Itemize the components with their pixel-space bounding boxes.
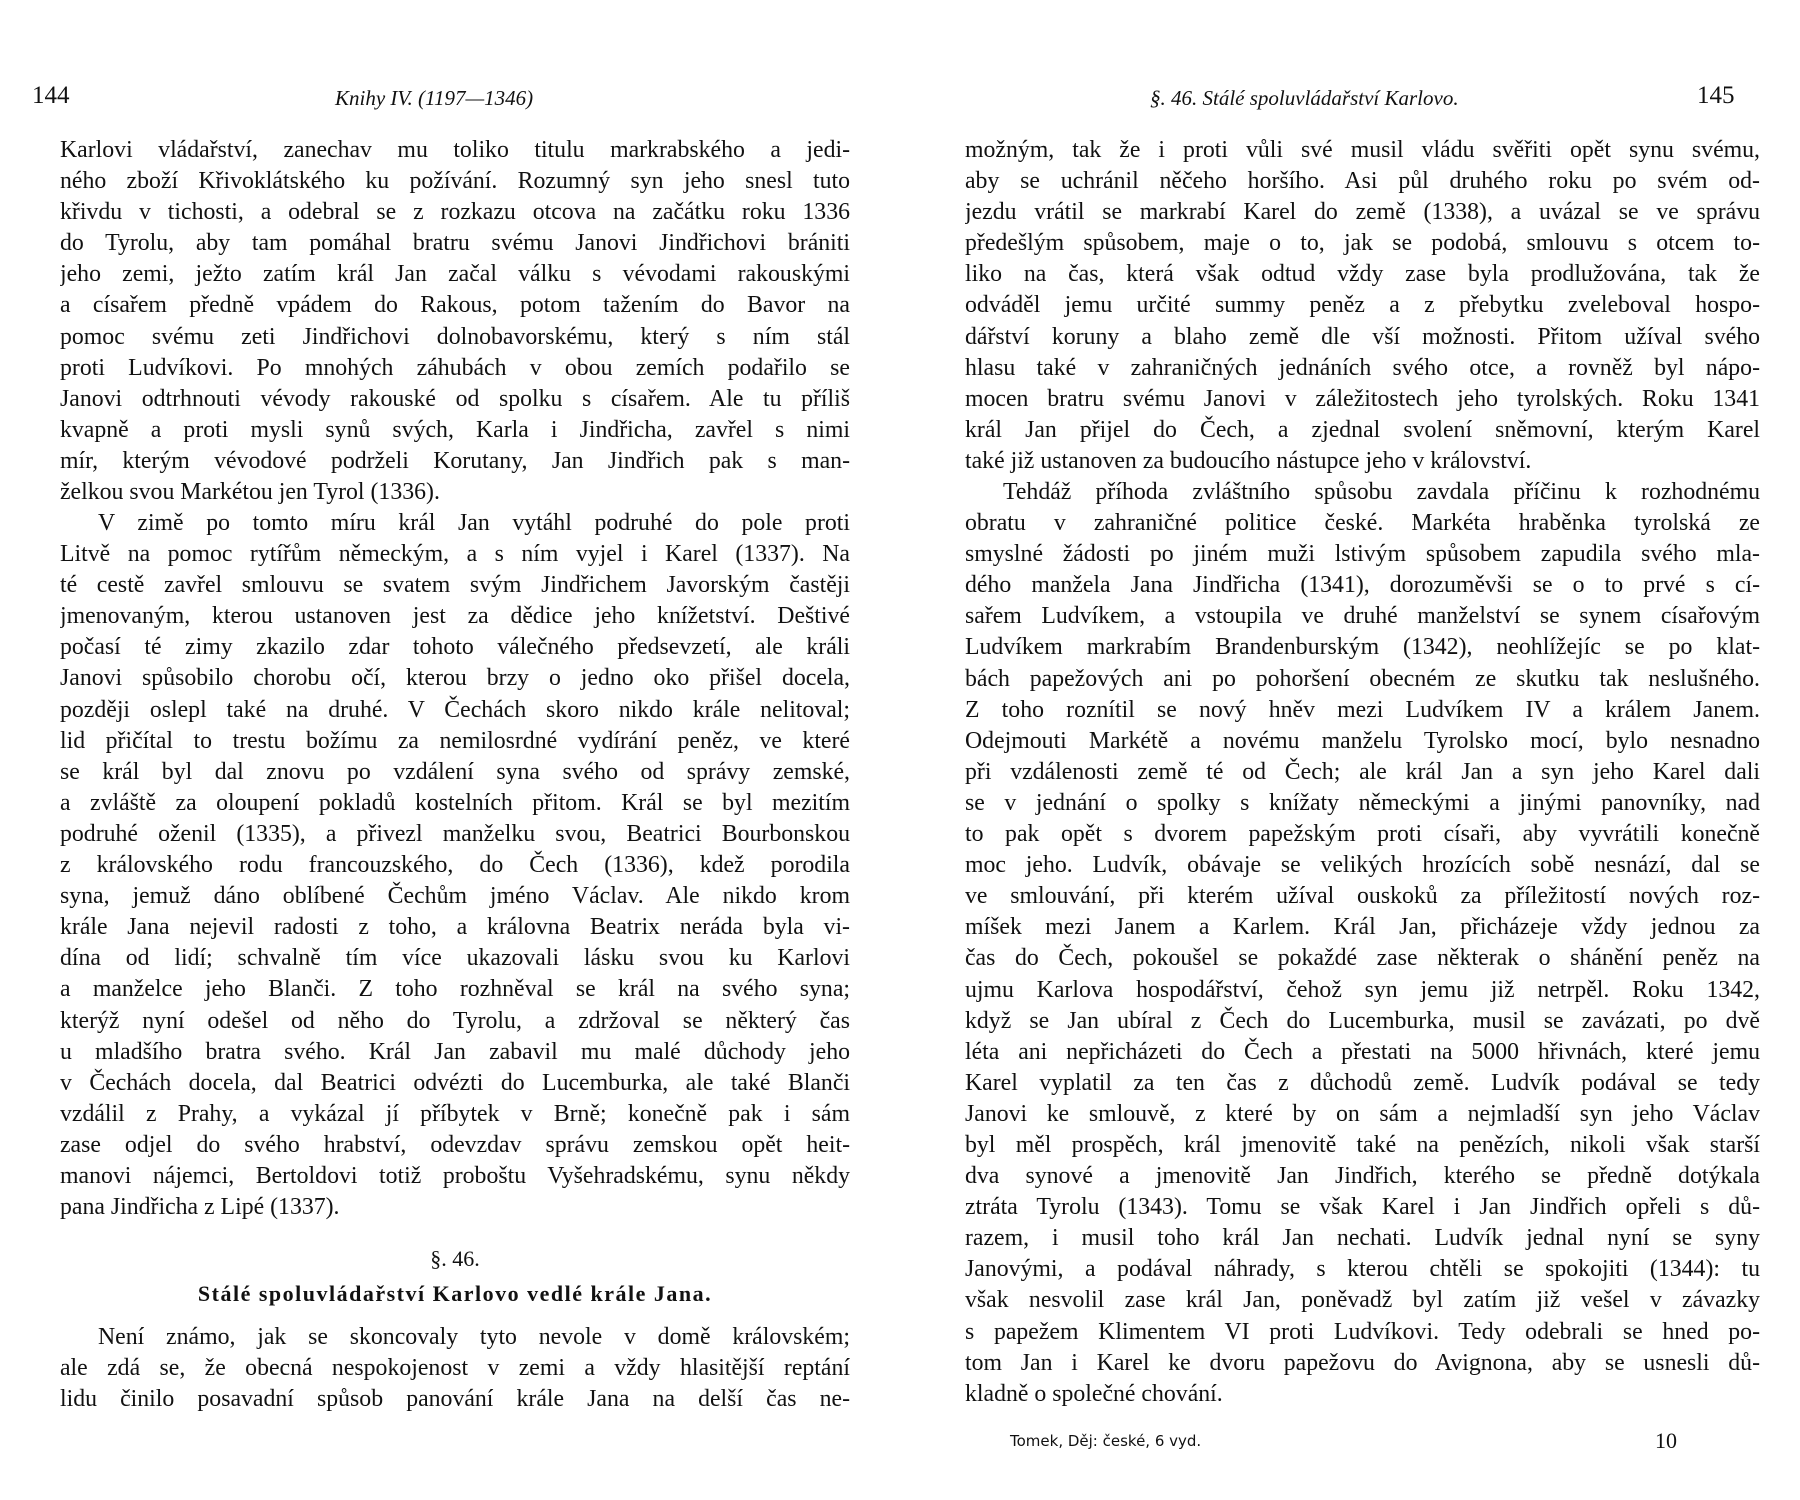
text-line: V zimě po tomto míru král Jan vytáhl podruhé do pole proti: [98, 510, 850, 536]
text-line: Karlovi vládařství, zanechav mu toliko titulu markrabského a jedi-: [60, 137, 850, 163]
text-line: Není známo, jak se skoncovaly tyto nevole v domě královském;: [98, 1324, 850, 1350]
footer-citation: Tomek, Děj: české, 6 vyd.: [1010, 1432, 1202, 1450]
text-line: mír, kterým vévodové podrželi Korutany, Jan Jindřich pak s man-: [60, 447, 850, 474]
text-line: a císařem předně vpádem do Rakous, potom tažením do Bavor na: [60, 292, 850, 319]
text-line: hlasu také v zahraničných jednáních svého otce, a rovněž byl nápo-: [965, 354, 1760, 381]
text-line: razem, i musil toho král Jan nechati. Ludvík jednal nyní se syny: [965, 1225, 1760, 1252]
page-number: 145: [1697, 82, 1735, 109]
text-line: také již ustanoven za budoucího nástupce jeho v království.: [965, 447, 1532, 474]
text-line: bách papežových ani po pohoršení obecném ze skutku tak neslušného.: [965, 665, 1760, 692]
text-line: počasí té zimy zkazilo zdar tohoto válečného předsevzetí, ale králi: [60, 634, 850, 661]
text-line: čas do Čech, pokoušel se pokaždé zase některak o shánění peněz na: [965, 945, 1760, 972]
text-line: dého manžela Jana Jindřicha (1341), dorozuměvši se o to prvé s cí-: [965, 572, 1760, 599]
text-line: Ludvíkem markrabím Brandenburským (1342), neohlížejíc se po klat-: [965, 634, 1760, 661]
text-line: ve smlouvání, při kterém užíval ouskoků za příležitostí nových roz-: [965, 883, 1760, 910]
text-line: předešlým spůsobem, maje o to, jak se podobá, smlouvu s otcem to-: [965, 230, 1760, 257]
text-line: míšek mezi Janem a Karlem. Král Jan, přicházeje vždy jednou za: [965, 914, 1760, 941]
text-line: té cestě zavřel smlouvu se svatem svým Jindřichem Javorským častěji: [60, 572, 850, 599]
text-line: Janovi spůsobilo chorobu očí, kterou brzy o jedno oko přišel docela,: [60, 665, 850, 692]
signature-mark: 10: [1655, 1428, 1677, 1453]
text-line: možným, tak že i proti vůli své musil vládu svěřiti opět synu svému,: [965, 137, 1760, 163]
text-line: však nesvolil zase král Jan, poněvadž byl zatím již vešel v závazky: [965, 1287, 1760, 1314]
text-line: proti Ludvíkovi. Po mnohých záhubách v obou zemích podařilo se: [60, 354, 850, 381]
text-line: byl měl prospěch, král jmenovitě také na penězích, nikoli však starší: [965, 1131, 1760, 1158]
text-line: ale zdá se, že obecná nespokojenost v zemi a vždy hlasitější reptání: [60, 1355, 850, 1382]
text-line: Janovi ke smlouvě, z které by on sám a nejmladší syn jeho Václav: [965, 1100, 1760, 1127]
text-line: u mladšího bratra svého. Král Jan zabavil mu malé důchody jeho: [60, 1038, 850, 1065]
text-line: a manželce jeho Blanči. Z toho rozhněval se král na svého syna;: [60, 976, 850, 1003]
text-line: později oslepl také na druhé. V Čechách skoro nikdo krále nelitoval;: [60, 696, 850, 723]
text-line: Litvě na pomoc rytířům německým, a s ním vyjel i Karel (1337). Na: [60, 541, 850, 568]
right-page: [900, 0, 1800, 1500]
paragraph-1: [965, 135, 1760, 477]
text-line: Z toho roznítil se nový hněv mezi Ludvíkem IV a králem Janem.: [965, 696, 1760, 723]
text-line: král Jan přijel do Čech, a zjednal svolení sněmovní, kterým Karel: [965, 416, 1760, 443]
text-line: Karel vyplatil za ten čas z důchodů země. Ludvík podával se tedy: [965, 1069, 1760, 1096]
text-line: Odejmouti Markétě a novému manželu Tyrolsko mocí, bylo nesnadno: [965, 727, 1760, 754]
text-line: lidu činilo posavadní spůsob panování krále Jana na delší čas ne-: [60, 1386, 850, 1413]
text-line: ztráta Tyrolu (1343). Tomu se však Karel i Jan Jindřich opřeli s dů-: [965, 1194, 1760, 1221]
text-line: ného zboží Křivoklátského ku požívání. Rozumný syn jeho snesl tuto: [60, 168, 850, 195]
text-line: s papežem Klimentem VI proti Ludvíkovi. Tedy odebrali se hned po-: [965, 1318, 1760, 1345]
text-line: jezdu vrátil se markrabí Karel do země (1338), a uvázal se ve správu: [965, 199, 1760, 226]
text-line: a zvláště za oloupení pokladů kostelních přitom. Král se byl mezitím: [60, 789, 850, 816]
text-line: zase odjel do svého hrabství, odevzdav správu zemskou opět heit-: [60, 1131, 850, 1158]
paragraph-3: [60, 1322, 850, 1415]
text-line: moc jeho. Ludvík, obávaje se velikých hrozících sobě nesnází, dal se: [965, 852, 1760, 879]
text-line: obratu v zahraničné politice české. Markéta hraběnka tyrolská ze: [965, 510, 1760, 537]
text-line: Janovými, a podával náhrady, s kterou chtěli se spokojiti (1344): tu: [965, 1256, 1760, 1283]
page-number: 144: [32, 82, 70, 109]
text-line: kterýž nyní odešel od něho do Tyrolu, a zdržoval se některý čas: [60, 1007, 850, 1034]
text-line: aby se uchránil něčeho horšího. Asi půl druhého roku po svém od-: [965, 168, 1760, 195]
section-title: Stálé spoluvládařství Karlovo vedlé krále Jana.: [197, 1281, 713, 1306]
text-line: syna, jemuž dáno oblíbené Čechům jméno Václav. Ale nikdo krom: [60, 883, 850, 910]
text-line: dva synové a jmenovitě Jan Jindřich, kterého se předně dotýkala: [965, 1163, 1760, 1190]
text-line: lid přičítal to trestu božímu za nemilosrdné vydírání peněz, ve které: [60, 727, 850, 754]
section-number: §. 46.: [430, 1246, 480, 1271]
text-line: liko na čas, která však odtud vždy zase byla prodlužována, tak že: [965, 261, 1760, 288]
text-line: v Čechách docela, dal Beatrici odvézti do Lucemburka, ale také Blanči: [60, 1069, 850, 1096]
text-line: podruhé oženil (1335), a přivezl manželku svou, Beatrici Bourbonskou: [60, 820, 850, 847]
text-line: jeho zemi, ježto zatím král Jan začal válku s vévodami rakouskými: [60, 261, 850, 288]
text-line: dína od lidí; schvalně tím více ukazovali lásku svou ku Karlovi: [60, 945, 850, 972]
text-line: při vzdálenosti země té od Čech; ale král Jan a syn jeho Karel dali: [965, 758, 1760, 785]
paragraph-1: [60, 135, 850, 508]
text-line: vzdálil z Prahy, a vykázal jí příbytek v Brně; konečně pak i sám: [60, 1100, 850, 1127]
text-line: tom Jan i Karel ke dvoru papežovu do Avignona, aby se usnesli dů-: [965, 1349, 1760, 1376]
text-line: pana Jindřicha z Lipé (1337).: [60, 1194, 340, 1221]
text-line: křivdu v tichosti, a odebral se z rozkazu otcova na začátku roku 1336: [60, 199, 850, 226]
text-line: léta ani nepřicházeti do Čech a přestati na 5000 hřivnách, které jemu: [965, 1038, 1760, 1065]
text-line: se v jednání o spolky s knížaty německými a jinými panovníky, nad: [965, 789, 1760, 816]
text-line: krále Jana nejevil radosti z toho, a královna Beatrix neráda byla vi-: [60, 914, 850, 941]
text-line: se král byl dal znovu po vzdálení syna svého od správy zemské,: [60, 758, 850, 785]
text-line: dářství koruny a blaho země dle vší možnosti. Přitom užíval svého: [965, 323, 1760, 350]
text-line: jmenovaným, kterou ustanoven jest za dědice jeho knížetství. Deštivé: [60, 603, 850, 630]
text-line: to pak opět s dvorem papežským proti císaři, aby vyvrátili konečně: [965, 821, 1760, 848]
text-line: ujmu Karlova hospodářství, čehož syn jemu již netrpěl. Roku 1342,: [965, 976, 1760, 1003]
text-line: pomoc svému zeti Jindřichovi dolnobavorskému, který s ním stál: [60, 323, 850, 350]
text-line: když se Jan ubíral z Čech do Lucemburka, musil se zavázati, po dvě: [965, 1007, 1760, 1034]
paragraph-2: [60, 508, 850, 1223]
text-line: manovi nájemci, Bertoldovi totiž proboštu Vyšehradskému, synu někdy: [60, 1162, 850, 1189]
paragraph-2: [965, 477, 1760, 1410]
text-line: z královského rodu francouzského, do Čech (1336), kdež porodila: [60, 852, 850, 879]
text-line: sařem Ludvíkem, a vstoupila ve druhé manželství se synem císařovým: [965, 603, 1760, 630]
text-line: Janovi odtrhnouti vévody rakouské od spolku s císařem. Ale tu příliš: [60, 385, 850, 412]
running-head: Knihy IV. (1197—1346): [335, 86, 534, 110]
text-line: želkou svou Markétou jen Tyrol (1336).: [60, 479, 440, 506]
text-line: mocen bratru svému Janovi v záležitostech jeho tyrolských. Roku 1341: [965, 385, 1760, 412]
text-line: smyslné žádosti po jiném muži lstivým spůsobem zapudila svého mla-: [965, 541, 1760, 568]
text-line: do Tyrolu, aby tam pomáhal bratru svému Janovi Jindřichovi brániti: [60, 230, 850, 257]
text-line: kvapně a proti mysli synů svých, Karla i Jindřicha, zavřel s nimi: [60, 416, 850, 443]
text-line: Tehdáž příhoda zvláštního spůsobu zavdala příčinu k rozhodnému: [1003, 479, 1760, 505]
running-head: §. 46. Stálé spoluvládařství Karlovo.: [1150, 86, 1459, 110]
text-line: odváděl jemu určité summy peněz a z přebytku zveleboval hospo-: [965, 292, 1760, 319]
text-line: kladně o společné chování.: [965, 1380, 1223, 1407]
